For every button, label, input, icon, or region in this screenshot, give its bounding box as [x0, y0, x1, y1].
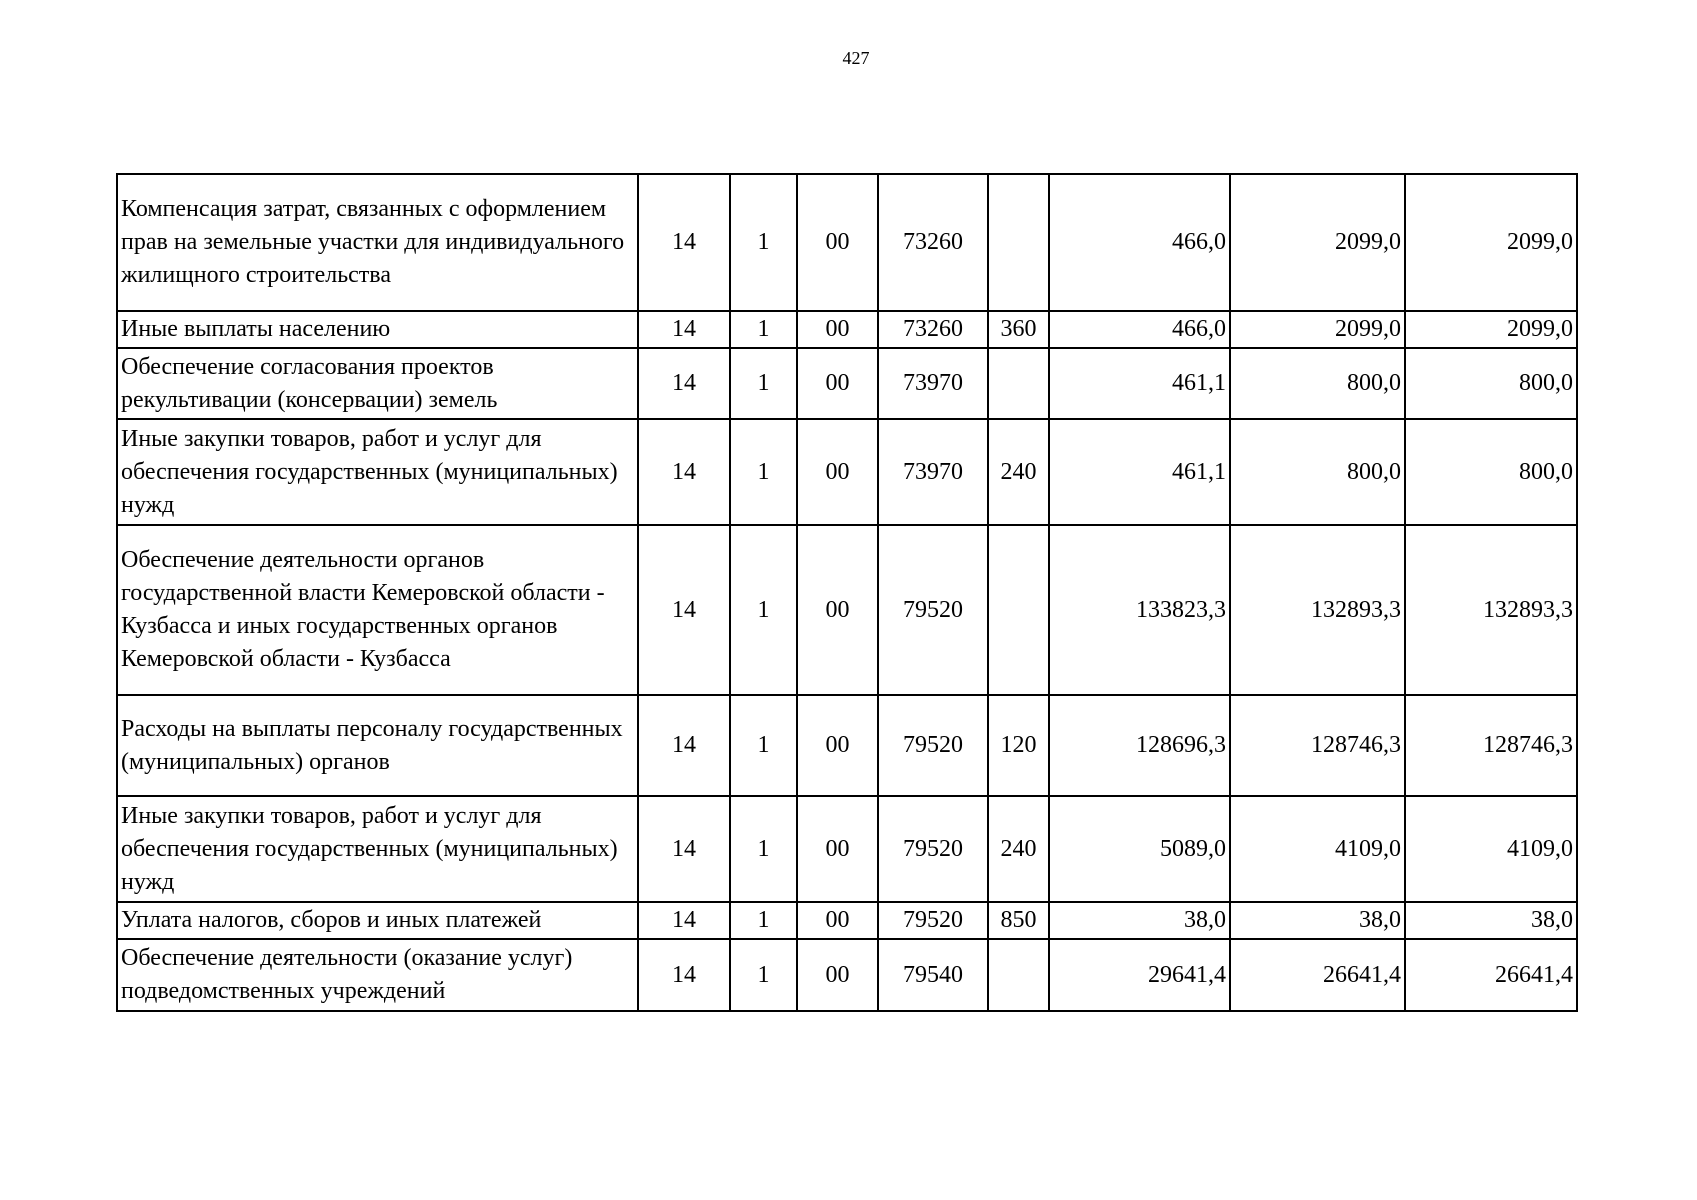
direction-code: 73260 [878, 311, 988, 348]
amount-2: 4109,0 [1230, 796, 1405, 902]
section-code: 14 [638, 419, 730, 525]
expense-type-code [988, 174, 1049, 311]
direction-code: 73260 [878, 174, 988, 311]
expense-type-code [988, 525, 1049, 695]
amount-3: 2099,0 [1405, 311, 1577, 348]
amount-1: 133823,3 [1049, 525, 1230, 695]
amount-3: 128746,3 [1405, 695, 1577, 796]
section-code: 14 [638, 902, 730, 939]
table-row [117, 419, 1577, 525]
amount-3: 2099,0 [1405, 174, 1577, 311]
program-code: 00 [797, 796, 878, 902]
row-name: Расходы на выплаты персоналу государственных (муниципальных) органов [117, 695, 638, 796]
amount-2: 38,0 [1230, 902, 1405, 939]
section-code: 14 [638, 695, 730, 796]
amount-2: 132893,3 [1230, 525, 1405, 695]
amount-1: 38,0 [1049, 902, 1230, 939]
row-name: Обеспечение деятельности (оказание услуг) подведомственных учреждений [117, 939, 638, 1011]
row-name: Уплата налогов, сборов и иных платежей [117, 902, 638, 939]
amount-2: 2099,0 [1230, 311, 1405, 348]
table-row [117, 796, 1577, 902]
table-row [117, 695, 1577, 796]
row-name: Иные выплаты населению [117, 311, 638, 348]
direction-code: 73970 [878, 419, 988, 525]
amount-2: 2099,0 [1230, 174, 1405, 311]
table-row [117, 939, 1577, 1011]
row-name: Компенсация затрат, связанных с оформлением прав на земельные участки для индивидуального жилищного строительства [117, 174, 638, 311]
amount-2: 800,0 [1230, 348, 1405, 419]
amount-1: 5089,0 [1049, 796, 1230, 902]
row-name: Иные закупки товаров, работ и услуг для обеспечения государственных (муниципальных) нужд [117, 796, 638, 902]
section-code: 14 [638, 939, 730, 1011]
subsection-code: 1 [730, 419, 797, 525]
table-row [117, 348, 1577, 419]
table-row [117, 902, 1577, 939]
program-code: 00 [797, 525, 878, 695]
direction-code: 73970 [878, 348, 988, 419]
subsection-code: 1 [730, 348, 797, 419]
amount-2: 128746,3 [1230, 695, 1405, 796]
program-code: 00 [797, 348, 878, 419]
section-code: 14 [638, 311, 730, 348]
page-number: 427 [842, 48, 870, 68]
section-code: 14 [638, 348, 730, 419]
table-row [117, 311, 1577, 348]
program-code: 00 [797, 174, 878, 311]
subsection-code: 1 [730, 311, 797, 348]
amount-3: 26641,4 [1405, 939, 1577, 1011]
amount-1: 461,1 [1049, 348, 1230, 419]
amount-1: 466,0 [1049, 311, 1230, 348]
row-name: Обеспечение деятельности органов государственной власти Кемеровской области - Кузбасса и иных государственных органов Кемеровской области - Кузбасса [117, 525, 638, 695]
amount-1: 466,0 [1049, 174, 1230, 311]
expense-type-code: 240 [988, 419, 1049, 525]
amount-2: 26641,4 [1230, 939, 1405, 1011]
amount-1: 461,1 [1049, 419, 1230, 525]
expense-type-code: 360 [988, 311, 1049, 348]
program-code: 00 [797, 939, 878, 1011]
program-code: 00 [797, 311, 878, 348]
expense-type-code: 240 [988, 796, 1049, 902]
amount-1: 128696,3 [1049, 695, 1230, 796]
direction-code: 79520 [878, 695, 988, 796]
subsection-code: 1 [730, 695, 797, 796]
amount-3: 4109,0 [1405, 796, 1577, 902]
program-code: 00 [797, 419, 878, 525]
table-row [117, 174, 1577, 311]
section-code: 14 [638, 525, 730, 695]
section-code: 14 [638, 796, 730, 902]
program-code: 00 [797, 902, 878, 939]
expense-type-code [988, 939, 1049, 1011]
subsection-code: 1 [730, 525, 797, 695]
budget-table [116, 173, 1578, 1012]
amount-2: 800,0 [1230, 419, 1405, 525]
expense-type-code [988, 348, 1049, 419]
direction-code: 79520 [878, 796, 988, 902]
amount-1: 29641,4 [1049, 939, 1230, 1011]
expense-type-code: 850 [988, 902, 1049, 939]
subsection-code: 1 [730, 796, 797, 902]
amount-3: 800,0 [1405, 348, 1577, 419]
direction-code: 79520 [878, 902, 988, 939]
direction-code: 79520 [878, 525, 988, 695]
direction-code: 79540 [878, 939, 988, 1011]
expense-type-code: 120 [988, 695, 1049, 796]
table-row [117, 525, 1577, 695]
subsection-code: 1 [730, 902, 797, 939]
amount-3: 38,0 [1405, 902, 1577, 939]
amount-3: 132893,3 [1405, 525, 1577, 695]
row-name: Иные закупки товаров, работ и услуг для обеспечения государственных (муниципальных) нужд [117, 419, 638, 525]
amount-3: 800,0 [1405, 419, 1577, 525]
program-code: 00 [797, 695, 878, 796]
subsection-code: 1 [730, 174, 797, 311]
row-name: Обеспечение согласования проектов рекультивации (консервации) земель [117, 348, 638, 419]
section-code: 14 [638, 174, 730, 311]
subsection-code: 1 [730, 939, 797, 1011]
